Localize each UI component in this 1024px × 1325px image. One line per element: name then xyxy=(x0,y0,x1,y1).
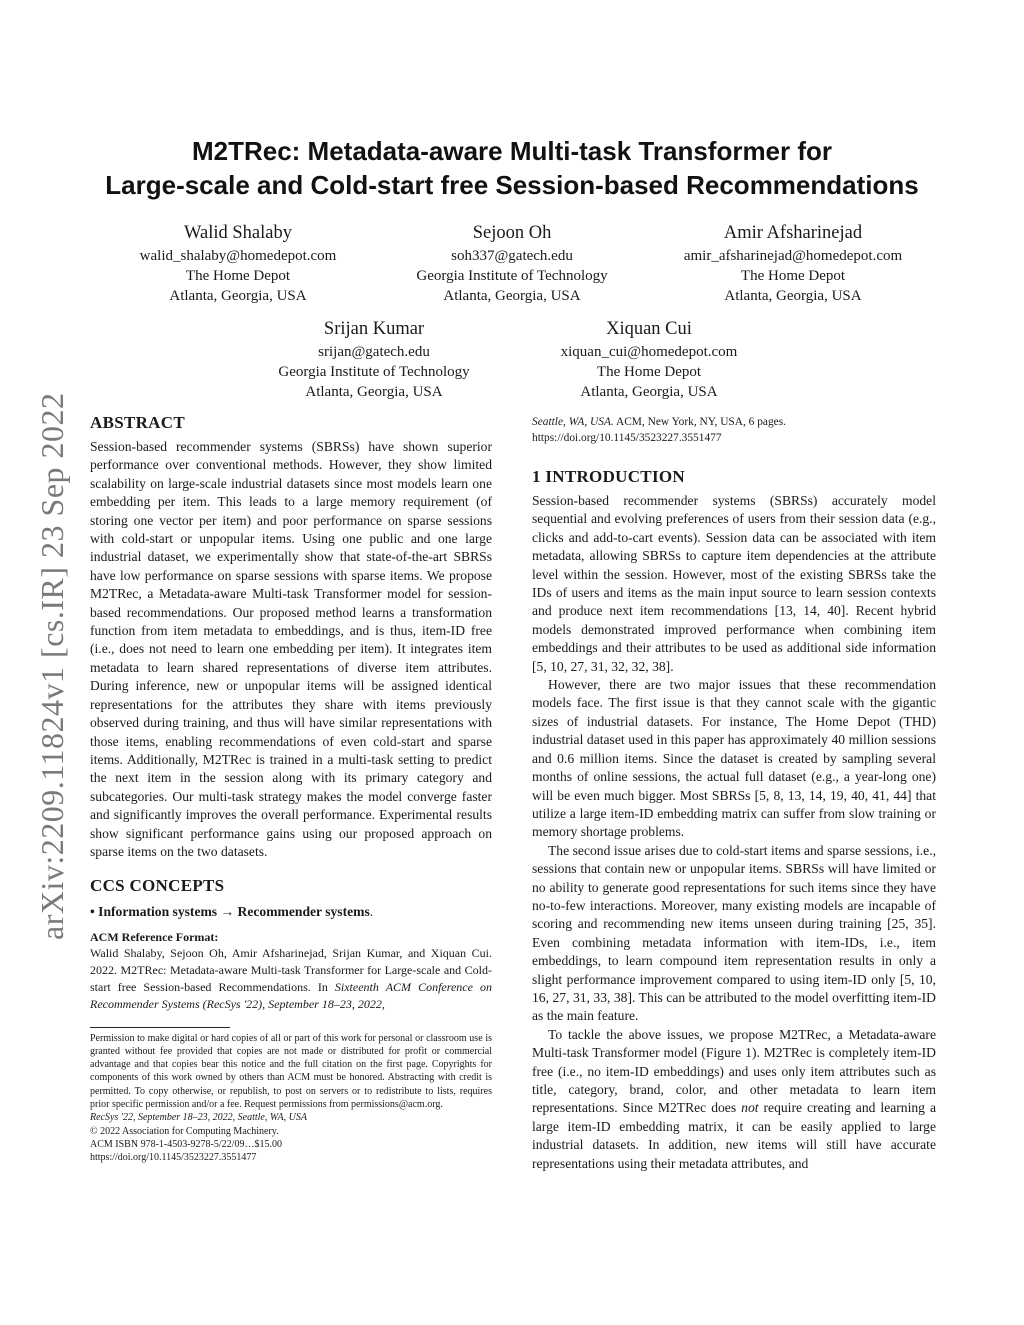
ccs-target: Recommender systems xyxy=(237,904,370,920)
author-name: Amir Afsharinejad xyxy=(723,223,863,243)
acm-ref-publisher: ACM, New York, NY, USA, 6 pages. https://doi.org/10.1145/3523227.3551477 xyxy=(532,416,787,444)
paper-title xyxy=(60,134,964,202)
author-name: Xiquan Cui xyxy=(606,319,692,339)
acm-ref-text xyxy=(90,945,492,1012)
author-email: walid_shalaby@homedepot.com xyxy=(139,248,337,264)
arxiv-identifier: arXiv:2209.11824v1 [cs.IR] 23 Sep 2022 xyxy=(34,392,70,940)
intro-heading: 1 INTRODUCTION xyxy=(532,467,685,486)
author-affiliation: Georgia Institute of Technology xyxy=(416,268,608,284)
intro-paragraph-4 xyxy=(532,1026,936,1173)
permission-text: Permission to make digital or hard copies of all or part of this work for personal or classroom use is granted without fee provided that copies are not made or distributed for profit or commercial advantage and that copies bear this notice and the full citation on the first page. Copyrights for components of this work owned by others than ACM must be honored. Abstracting with credit is permitted. To copy otherwise, or republish, to post on servers or to redistribute to lists, requires prior specific permission and/or a fee. Request permissions from permissions@acm.org. xyxy=(90,1032,492,1111)
abstract-heading: ABSTRACT xyxy=(90,413,185,432)
ccs-heading: CCS CONCEPTS xyxy=(90,876,225,896)
author-affiliation: The Home Depot xyxy=(596,364,702,380)
author-block-4 xyxy=(234,316,514,402)
arrow-icon: → xyxy=(220,904,235,920)
author-location: Atlanta, Georgia, USA xyxy=(724,288,862,304)
ccs-bullet: • Information systems xyxy=(90,904,218,920)
author-name: Sejoon Oh xyxy=(472,223,552,243)
author-block-3 xyxy=(643,220,943,306)
ccs-concept xyxy=(90,903,492,921)
abstract-text: Session-based recommender systems (SBRSs) have shown superior performance over conventional methods. However, they show limited scalability on large-scale industrial datasets since most models learn one embedding per item. This leads to a large memory requirement (of storing one vector per item) and poor performance on sparse sessions with cold-start or unpopular items. Using one public and one large industrial dataset, we experimentally show that state-of-the-art SBRSs have low performance on sparse sessions with sparse items. We propose M2TRec, a Metadata-aware Multi-task Transformer model for session-based recommendations. Our proposed method learns a transformation function from item metadata to embeddings, and is thus, item-ID free (i.e., does not need to learn one embedding per item). It integrates item metadata to learn shared representations of diverse item attributes. During inference, new or unpopular items will be assigned identical representations for the attributes they share with items previously observed during training, and thus will have similar representations with those items, enabling recommendations of even cold-start and sparse items. Additionally, M2TRec is trained in a multi-task setting to predict the next item in the session along with its primary category and subcategories. Our multi-task strategy makes the model converge faster and significantly improves the overall performance. Experimental results show significant performance gains using our proposed approach on sparse items on the two datasets. xyxy=(90,439,492,859)
author-block-1 xyxy=(98,220,378,306)
author-location: Atlanta, Georgia, USA xyxy=(443,288,581,304)
right-column xyxy=(532,414,936,1173)
acm-ref-venue: Sixteenth ACM Conference on Recommender Systems (RecSys '22), September 18–23, 2022, xyxy=(90,979,492,1011)
author-location: Atlanta, Georgia, USA xyxy=(580,384,718,400)
author-affiliation: Georgia Institute of Technology xyxy=(278,364,470,380)
author-name: Walid Shalaby xyxy=(184,223,292,243)
author-email: amir_afsharinejad@homedepot.com xyxy=(683,248,903,264)
permission-isbn: ACM ISBN 978-1-4503-9278-5/22/09…$15.00 xyxy=(90,1138,282,1150)
title-line-1: M2TRec: Metadata-aware Multi-task Transformer for xyxy=(191,136,833,166)
permission-doi: https://doi.org/10.1145/3523227.3551477 xyxy=(90,1152,257,1164)
title-line-2: Large-scale and Cold-start free Session-based Recommendations xyxy=(105,170,919,200)
ccs-period: . xyxy=(369,904,374,920)
left-column xyxy=(90,410,492,1165)
intro-p4-start: To tackle the above issues, we propose M2TRec, a Metadata-aware Multi-task Transformer model (Figure 1). M2TRec is completely item-ID free (i.e., no item-ID embeddings) and uses only item attributes such as title, category, brand, color, and other metadata to learn item representations. Since M2TRec does xyxy=(532,1026,936,1116)
intro-paragraph-1: Session-based recommender systems (SBRSs) accurately model sequential and evolving preferences of users from their session data (e.g., clicks and add-to-cart events). Session data can be associated with item metadata, allowing SBRSs to capture item dependencies at the attribute level within the session. However, most of the existing SBRSs take the IDs of users and items as the main input source to learn session contexts and produce next item recommendations [13, 14, 40]. Recent hybrid models demonstrated improved performance when combining item embeddings and their attributes to be used as additional side information [5, 10, 27, 31, 32, 32, 38]. xyxy=(532,493,936,674)
author-affiliation: The Home Depot xyxy=(185,268,291,284)
author-name: Srijan Kumar xyxy=(323,319,425,339)
author-location: Atlanta, Georgia, USA xyxy=(169,288,307,304)
permission-notice xyxy=(90,1032,492,1165)
acm-ref-heading: ACM Reference Format: xyxy=(90,930,219,945)
author-block-5 xyxy=(509,316,789,402)
permission-copyright: © 2022 Association for Computing Machinery. xyxy=(90,1125,279,1137)
author-affiliation: The Home Depot xyxy=(740,268,846,284)
footnote-rule xyxy=(90,1027,230,1028)
author-block-2 xyxy=(372,220,652,306)
acm-ref-location: Seattle, WA, USA. xyxy=(532,416,614,428)
permission-venue: RecSys '22, September 18–23, 2022, Seattle, WA, USA xyxy=(90,1112,307,1124)
intro-p4-end: require creating and learning a large item-ID embedding matrix, it can be easily applied to large industrial datasets. In addition, new items will still have accurate representations using their metadata attributes, and xyxy=(532,1100,936,1171)
author-email: xiquan_cui@homedepot.com xyxy=(560,344,738,360)
author-email: srijan@gatech.edu xyxy=(318,344,430,360)
author-location: Atlanta, Georgia, USA xyxy=(305,384,443,400)
author-email: soh337@gatech.edu xyxy=(451,248,573,264)
intro-p4-emphasis: not xyxy=(741,1100,759,1116)
intro-paragraph-3: The second issue arises due to cold-start items and sparse sessions, i.e., sessions that contain new or unpopular items. SBRSs will have limited or no ability to generate good representations for such items since they have no-to-few interactions. Moreover, many existing models are incapable of scoring and recommending new items unseen during training [25, 35]. Even combining metadata information with item-IDs, i.e., item embeddings, to learn compound item representation results in only a slight performance improvement compared to using item-ID only [5, 10, 16, 27, 31, 33, 38]. This can be attributed to the model overfitting item-ID as the main feature. xyxy=(532,842,936,1024)
acm-ref-continuation xyxy=(532,414,936,446)
intro-paragraph-2: However, there are two major issues that these recommendation models face. The first issue is that they cannot scale with the gigantic sizes of industrial datasets. For instance, The Home Depot (THD) industrial dataset used in this paper has approximately 40 million sessions and 0.6 million items. Since the dataset is created by sampling several months of online sessions, the actual full dataset (e.g., a year-long one) will be even much bigger. Most SBRSs [5, 8, 13, 14, 19, 40, 41, 44] that utilize a large item-ID embedding matrix can suffer from slow training or memory shortage problems. xyxy=(532,677,936,840)
acm-ref-plain: Walid Shalaby, Sejoon Oh, Amir Afsharinejad, Srijan Kumar, and Xiquan Cui. 2022. M2TRec: Metadata-aware Multi-task Transformer for Large-scale and Cold-start free Session-based Recommendations. In xyxy=(90,946,492,994)
